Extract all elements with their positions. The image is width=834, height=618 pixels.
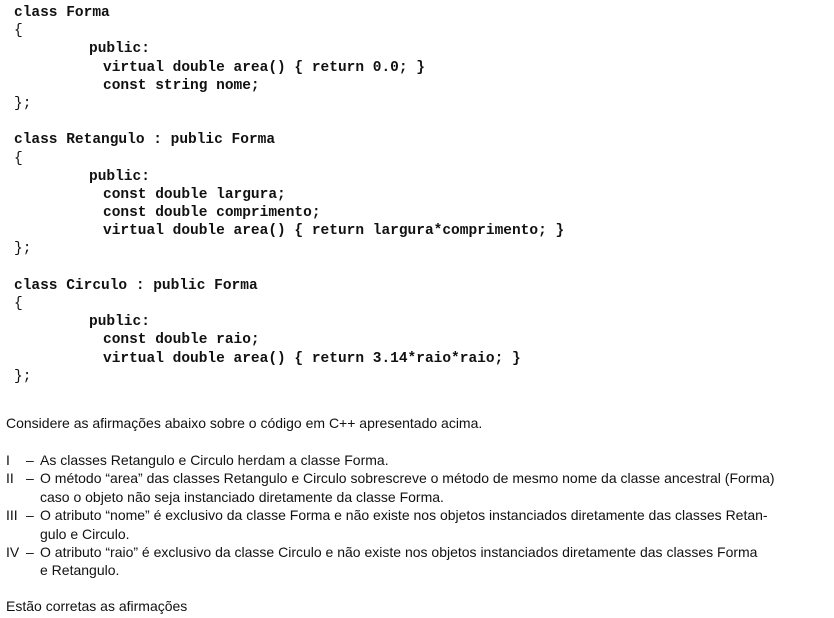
question-conclusion: Estão corretas as afirmações: [6, 598, 188, 614]
statement-dash: –: [26, 544, 34, 561]
statement-list: [6, 451, 830, 580]
code-line: {: [14, 150, 23, 167]
statement-item: [6, 543, 830, 580]
code-line: const double raio;: [103, 332, 260, 349]
code-line: public:: [89, 41, 150, 58]
statement-number: III: [6, 507, 18, 524]
code-line: };: [14, 241, 32, 258]
statement-line: O atributo “nome” é exclusivo da classe Forma e não existe nos objetos instanciados diretamente das classes Retan-: [40, 507, 768, 524]
statement-text: [40, 506, 830, 543]
code-line: class Circulo : public Forma: [14, 277, 258, 294]
statement-line: e Retangulo.: [40, 562, 120, 579]
statement-text: [40, 543, 830, 580]
code-line: class Forma: [14, 5, 110, 21]
code-line: const double comprimento;: [103, 205, 321, 222]
statement-text: [40, 469, 830, 506]
question-intro: Considere as afirmações abaixo sobre o código em C++ apresentado acima.: [6, 415, 483, 431]
statement-line: O atributo “raio” é exclusivo da classe Circulo e não existe nos objetos instanciados diretamente das classes Forma: [40, 544, 758, 561]
statement-number: II: [6, 470, 14, 487]
statement-number: I: [6, 452, 10, 468]
code-line: const double largura;: [103, 186, 286, 203]
statement-line: O método “area” das classes Retangulo e Circulo sobrescreve o método de mesmo nome da classe ancestral (Forma): [40, 470, 775, 487]
statement-dash: –: [26, 470, 34, 487]
code-line: [14, 113, 564, 131]
statement-dash: –: [26, 507, 34, 524]
code-line: [14, 259, 564, 277]
code-line: class Retangulo : public Forma: [14, 132, 276, 149]
code-line: virtual double area() { return largura*comprimento; }: [103, 223, 565, 240]
code-line: public:: [89, 168, 150, 185]
statement-line: caso o objeto não seja instanciado diretamente da classe Forma.: [40, 488, 444, 505]
code-block: [14, 4, 564, 386]
statement-item: [6, 451, 830, 469]
statement-line: As classes Retangulo e Circulo herdam a classe Forma.: [40, 452, 389, 468]
statement-dash: –: [26, 452, 34, 468]
code-line: {: [14, 296, 23, 312]
statement-item: [6, 506, 830, 543]
code-line: const string nome;: [103, 77, 260, 94]
code-line: {: [14, 23, 23, 40]
code-line: virtual double area() { return 3.14*raio*raio; }: [103, 350, 521, 367]
statement-text: [40, 451, 830, 469]
code-line: };: [14, 95, 32, 112]
code-line: virtual double area() { return 0.0; }: [103, 59, 425, 76]
statement-item: [6, 469, 830, 506]
statement-number: IV: [6, 544, 20, 561]
statement-line: gulo e Circulo.: [40, 525, 130, 542]
code-line: public:: [89, 314, 150, 331]
code-line: };: [14, 368, 32, 385]
